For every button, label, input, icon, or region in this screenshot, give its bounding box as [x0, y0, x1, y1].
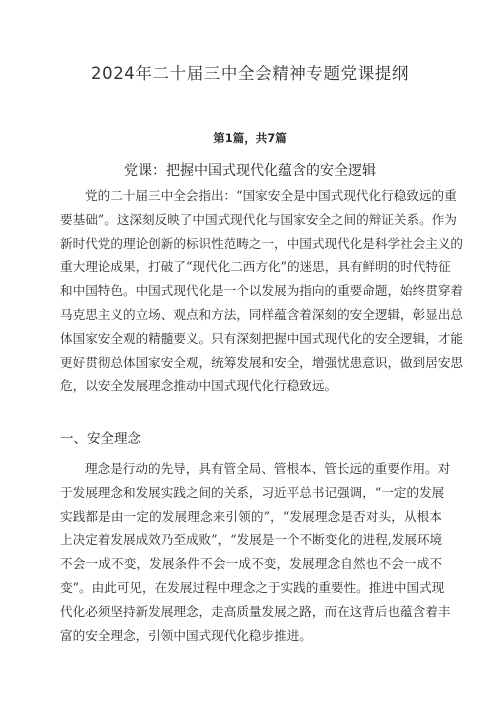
- paragraph-line: 要基础”。这深刻反映了中国式现代化与国家安全之间的辩证关系。作为: [60, 211, 457, 227]
- paragraph-line: 理念是行动的先导，具有管全局、管根本、管长远的重要作用。对: [85, 461, 451, 476]
- paragraph-line: 变”。由此可见，在发展过程中理念之于实践的重要性。推进中国式现: [60, 579, 445, 595]
- paragraph-line: 更好贯彻总体国家安全观，统筹发展和安全，增强忧患意识，做到居安思: [60, 354, 463, 370]
- paragraph-line: 实践都是由一定的发展理念来引领的”，“发展理念是否对头，从根本: [60, 508, 442, 524]
- paragraph-line: 体国家安全观的精髓要义。只有深刻把握中国式现代化的安全逻辑，才能: [60, 330, 463, 346]
- paragraph-line: 不会一成不变，发展条件不会一成不变，发展理念自然也不会一成不: [60, 556, 442, 572]
- paragraph-line: 代化必须坚持新发展理念，走高质量发展之路，而在这背后也蕴含着丰: [60, 603, 451, 619]
- paragraph-line: 上决定着发展成效乃至成败”，“发展是一个不断变化的进程,发展环境: [60, 532, 443, 548]
- paragraph-intro: [60, 184, 463, 398]
- paragraph-security-concept: [60, 457, 451, 647]
- paragraph-line: 富的安全理念，引领中国式现代化稳步推进。: [60, 627, 312, 643]
- paragraph-line: 重大理论成果，打破了“现代化二西方化”的迷思，具有鲜明的时代特征: [60, 259, 451, 275]
- paragraph-line: 新时代党的理论创新的标识性范畴之一，中国式现代化是科学社会主义的: [60, 235, 463, 251]
- paragraph-line: 马克思主义的立场、观点和方法，同样蕴含着深刻的安全逻辑，彰显出总: [60, 306, 463, 322]
- paragraph-line: 党的二十届三中全会指出：“国家安全是中国式现代化行稳致远的重: [85, 188, 457, 203]
- paragraph-line: 危，以安全发展理念推动中国式现代化行稳致远。: [60, 378, 338, 394]
- part-label: 第1篇，共7篇: [213, 131, 287, 145]
- document-title: 2024年二十届三中全会精神专题党课提纲: [91, 64, 409, 83]
- paragraph-line: 于发展理念和发展实践之间的关系，习近平总书记强调，“一定的发展: [60, 484, 445, 500]
- section-title: 党课：把握中国式现代化蕴含的安全逻辑: [124, 163, 376, 179]
- section-heading: 一、安全理念: [60, 431, 141, 447]
- paragraph-line: 和中国特色。中国式现代化是一个以发展为指向的重要命题，始终贯穿着: [60, 283, 463, 299]
